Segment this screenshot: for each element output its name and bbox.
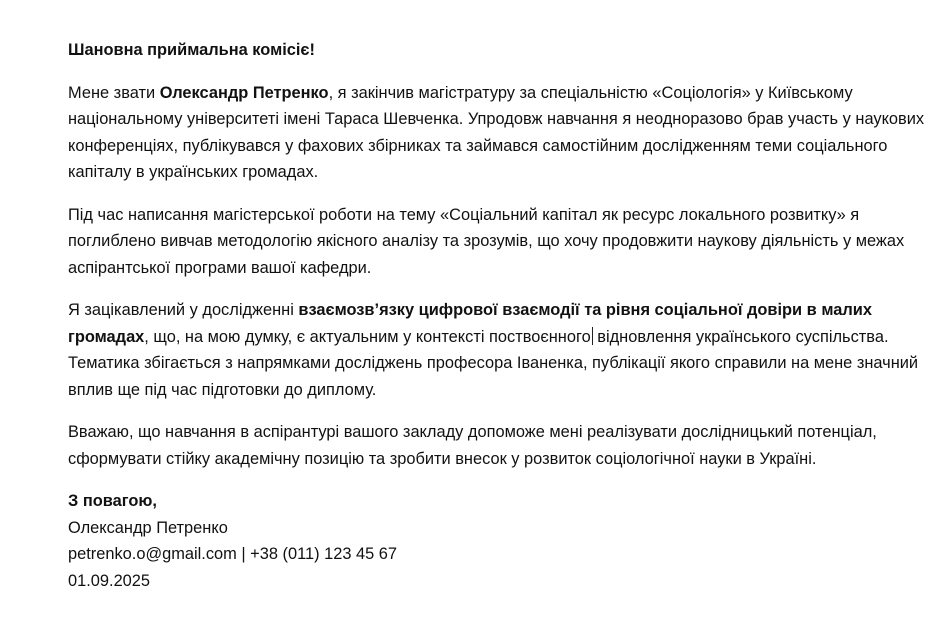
research-topic-bold: взаємозв’язку цифрової взаємодії та рівня соціальної довіри в малих громадах: [68, 301, 872, 346]
signature-block: [68, 488, 938, 594]
paragraph-research-text-3: відновлення українського суспільства. Тематика збігається з напрямками досліджень професора Іваненка, публікації якого справили на мене значний вплив ще під час підготовки до диплому.: [68, 327, 919, 399]
letter-date: 01.09.2025: [68, 571, 151, 590]
paragraph-research-text-2: , що, на мою думку, є актуальним у контексті поствоєнного: [144, 327, 591, 346]
paragraph-thesis: Під час написання магістерської роботи на тему «Соціальний капітал як ресурс локального розвитку» я поглиблено вивчав методологію якісного аналізу та зрозумів, що хочу продовжити наукову діяльність у межах аспірантської програми вашої кафедри.: [68, 205, 905, 277]
paragraph-conclusion: Вважаю, що навчання в аспірантурі вашого закладу допоможе мені реалізувати дослідницький потенціал, сформувати стійку академічну позицію та зробити внесок у розвиток соціологічної науки в Україні.: [68, 423, 877, 468]
paragraph-intro-text-1: Мене звати: [68, 83, 160, 102]
paragraph-research-text-1: Я зацікавлений у дослідженні: [68, 301, 299, 319]
contact-info: petrenko.o@gmail.com | +38 (011) 123 45 67: [68, 545, 398, 563]
paragraph-intro: [68, 80, 938, 186]
document-page[interactable]: [68, 37, 938, 594]
signature-name: Олександр Петренко: [68, 518, 228, 537]
paragraph-intro-text-2: , я закінчив магістратуру за спеціальністю «Соціологія» у Київському національному університеті імені Тараса Шевченка. Упродовж навчання я неодноразово брав участь у наукових конференціях, публікувався у фахових збірниках та займався самостійним дослідженням теми соціального капіталу в українських громадах.: [68, 83, 925, 181]
closing-phrase: З повагою,: [68, 492, 157, 510]
applicant-name-bold: Олександр Петренко: [159, 83, 329, 102]
letter-greeting: Шановна приймальна комісіє!: [68, 41, 315, 59]
paragraph-research-interest: [68, 297, 938, 403]
